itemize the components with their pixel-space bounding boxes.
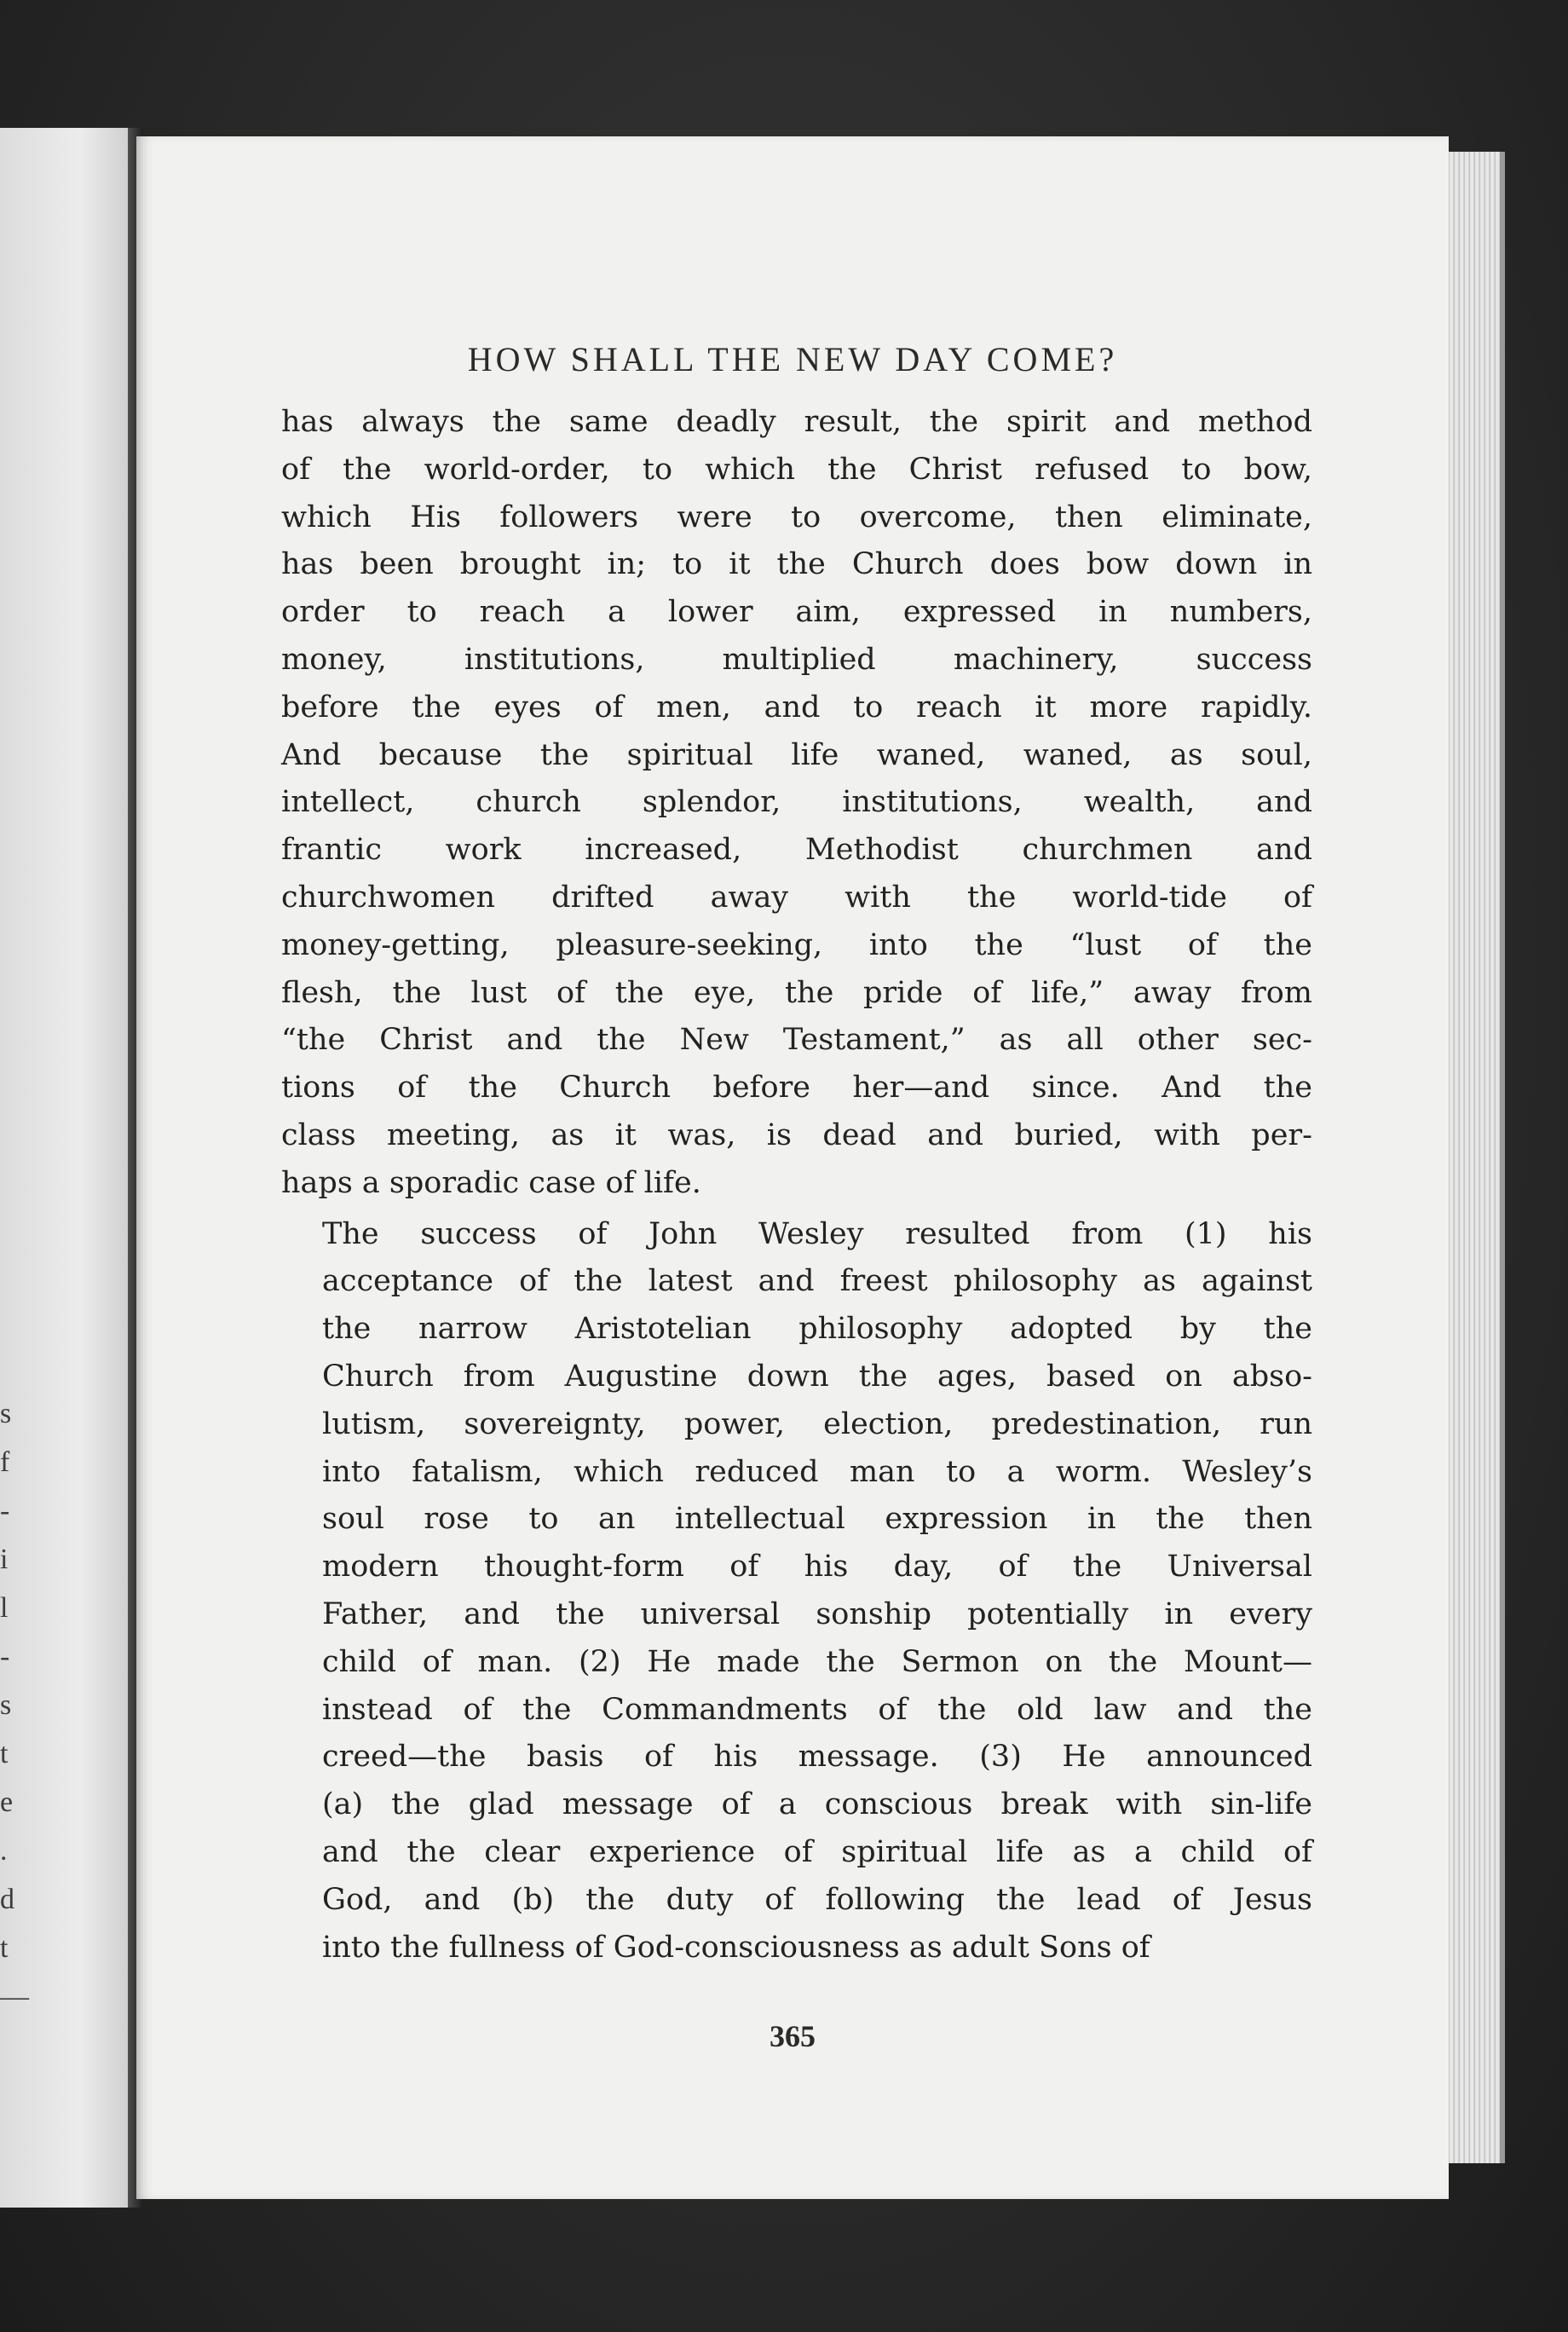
edge-letter: - <box>0 1495 10 1527</box>
page-number: 365 <box>770 2019 816 2053</box>
edge-letter: - <box>0 1641 10 1672</box>
edge-letter: l <box>0 1592 9 1624</box>
text-line: the narrow Aristotelian philosophy adopted by the <box>322 1312 1312 1347</box>
left-page-edge-text <box>0 1389 29 2021</box>
text-line: and the clear experience of spiritual life as a child of <box>322 1834 1312 1869</box>
text-line: class meeting, as it was, is dead and buried, with per- <box>281 1117 1312 1152</box>
running-head: HOW SHALL THE NEW DAY COME? <box>467 340 1118 378</box>
text-line: Father, and the universal sonship potentially in every <box>322 1596 1312 1631</box>
text-line: acceptance of the latest and freest philosophy as against <box>322 1264 1312 1299</box>
body-text <box>281 399 1312 1971</box>
text-line: soul rose to an intellectual expression in the then <box>322 1502 1312 1537</box>
edge-letter: s <box>0 1398 12 1429</box>
text-line: intellect, church splendor, institutions, wealth, and <box>281 785 1312 820</box>
text-line: tions of the Church before her—and since. And the <box>281 1071 1312 1105</box>
text-line: The success of John Wesley resulted from (1) his <box>322 1216 1312 1251</box>
text-line: creed—the basis of his message. (3) He announced <box>322 1740 1312 1775</box>
edge-letter: t <box>0 1738 9 1769</box>
text-line: “the Christ and the New Testament,” as all other sec- <box>281 1023 1312 1058</box>
text-line: order to reach a lower aim, expressed in numbers, <box>281 595 1312 630</box>
text-line: into fatalism, which reduced man to a worm. Wesley’s <box>322 1454 1312 1489</box>
text-line: churchwomen drifted away with the world-tide of <box>281 880 1312 915</box>
text-line: modern thought-form of his day, of the Universal <box>322 1550 1312 1584</box>
text-line: into the fullness of God-consciousness as adult Sons of <box>322 1930 1150 1965</box>
text-line: Church from Augustine down the ages, based on abso- <box>322 1359 1312 1394</box>
text-line: lutism, sovereignty, power, election, predestination, run <box>322 1406 1312 1441</box>
text-line: And because the spiritual life waned, waned, as soul, <box>281 737 1312 772</box>
text-line: money, institutions, multiplied machinery, success <box>281 642 1312 677</box>
edge-letter: i <box>0 1544 9 1575</box>
edge-letter: s <box>0 1689 12 1721</box>
paragraph-2 <box>281 1211 1312 1972</box>
edge-letter: . <box>0 1835 8 1867</box>
text-line: God, and (b) the duty of following the lead of Jesus <box>322 1882 1312 1917</box>
text-line: has always the same deadly result, the spirit and method <box>281 405 1312 439</box>
edge-letter: t <box>0 1932 9 1964</box>
text-line: before the eyes of men, and to reach it more rapidly. <box>281 690 1312 724</box>
text-line: of the world-order, to which the Christ refused to bow, <box>281 452 1312 487</box>
left-facing-page <box>0 128 135 2208</box>
text-line: money-getting, pleasure-seeking, into the “lust of the <box>281 927 1312 962</box>
edge-letter: f <box>0 1446 10 1478</box>
paragraph-1 <box>281 399 1312 1208</box>
book-page <box>136 136 1449 2199</box>
text-line: haps a sporadic case of life. <box>281 1165 701 1200</box>
text-line: has been brought in; to it the Church does bow down in <box>281 547 1312 582</box>
edge-letter: e <box>0 1787 14 1818</box>
text-line: which His followers were to overcome, then eliminate, <box>281 499 1312 534</box>
text-line: instead of the Commandments of the old law and the <box>322 1692 1312 1727</box>
edge-letter: — <box>0 1981 29 2012</box>
text-line: frantic work increased, Methodist churchmen and <box>281 833 1312 868</box>
text-line: flesh, the lust of the eye, the pride of life,” away from <box>281 975 1312 1010</box>
text-line: (a) the glad message of a conscious break with sin-life <box>322 1787 1312 1822</box>
edge-letter: d <box>0 1884 14 1915</box>
text-line: child of man. (2) He made the Sermon on the Mount— <box>322 1644 1312 1679</box>
